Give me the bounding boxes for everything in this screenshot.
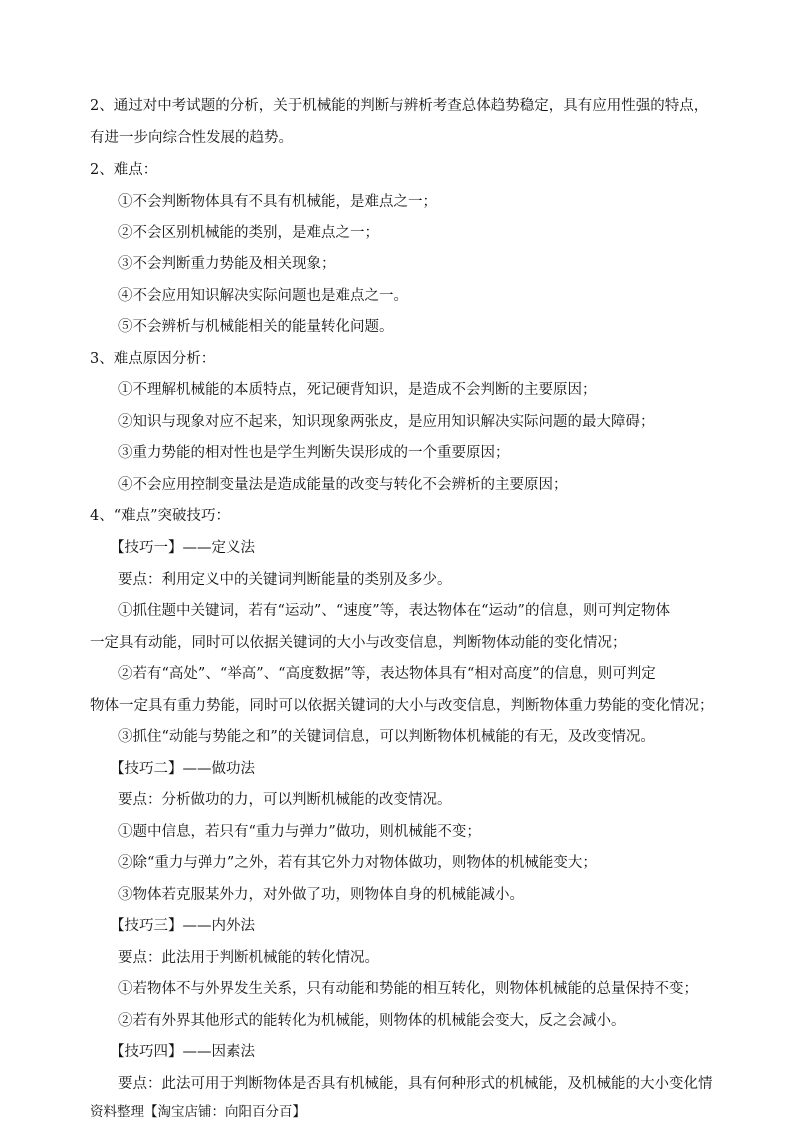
list-item: ⑤不会辨析与机械能相关的能量转化问题。 [118, 319, 394, 335]
list-item: ④不会应用知识解决实际问题也是难点之一。 [118, 288, 408, 304]
text-line: 要点：此法用于判断机械能的转化情况。 [118, 950, 379, 966]
list-item: ②除“重力与弹力”之外，若有其它外力对物体做功，则物体的机械能变大； [118, 855, 597, 871]
list-item: ④不会应用控制变量法是造成能量的改变与转化不会辨析的主要原因； [118, 477, 568, 493]
technique-heading: 【技巧一】——定义法 [110, 540, 255, 556]
text-line: 2、通过对中考试题的分析，关于机械能的判断与辨析考查总体趋势稳定，具有应用性强的特点， [90, 98, 709, 114]
text-line: 要点：分析做功的力，可以判断机械能的改变情况。 [118, 792, 452, 808]
text-line: 要点：利用定义中的关键词判断能量的类别及多少。 [118, 572, 452, 588]
text-line: ②若有“高处”、“举高”、“高度数据”等，表达物体具有“相对高度”的信息，则可判定 [118, 666, 656, 682]
technique-heading: 【技巧二】——做功法 [110, 761, 255, 777]
section-heading: 3、难点原因分析： [90, 351, 216, 367]
list-item: ②若有外界其他形式的能转化为机械能，则物体的机械能会变大，反之会减小。 [118, 1013, 626, 1029]
technique-heading: 【技巧三】——内外法 [110, 918, 255, 934]
text-line: ①抓住题中关键词，若有“运动”、“速度”等，表达物体在“运动”的信息，则可判定物体 [118, 603, 670, 619]
text-line: 要点：此法可用于判断物体是否具有机械能，具有何种形式的机械能，及机械能的大小变化情 [118, 1076, 713, 1092]
technique-heading: 【技巧四】——因素法 [110, 1044, 255, 1060]
list-item: ①题中信息，若只有“重力与弹力”做功，则机械能不变； [118, 824, 481, 840]
list-item: ③物体若克服某外力，对外做了功，则物体自身的机械能减小。 [118, 887, 524, 903]
page-footer: 资料整理【淘宝店铺：向阳百分百】 [90, 1104, 306, 1120]
text-line: 有进一步向综合性发展的趋势。 [90, 130, 293, 146]
list-item: ①若物体不与外界发生关系，只有动能和势能的相互转化，则物体机械能的总量保持不变； [118, 981, 698, 997]
list-item: ①不会判断物体具有不具有机械能，是难点之一； [118, 194, 437, 210]
list-item: ②不会区别机械能的类别，是难点之一； [118, 225, 379, 241]
section-heading: 4、“难点”突破技巧： [90, 508, 231, 524]
section-heading: 2、难点： [90, 162, 158, 178]
list-item: ②知识与现象对应不起来，知识现象两张皮，是应用知识解决实际问题的最大障碍； [118, 414, 655, 430]
list-item: ③不会判断重力势能及相关现象； [118, 256, 336, 272]
text-line: ③抓住“动能与势能之和”的关键词信息，可以判断物体机械能的有无，及改变情况。 [118, 729, 655, 745]
text-line: 一定具有动能，同时可以依据关键词的大小与改变信息，判断物体动能的变化情况； [90, 635, 627, 651]
list-item: ①不理解机械能的本质特点，死记硬背知识，是造成不会判断的主要原因； [118, 382, 597, 398]
text-line: 物体一定具有重力势能，同时可以依据关键词的大小与改变信息，判断物体重力势能的变化情况； [90, 698, 714, 714]
list-item: ③重力势能的相对性也是学生判断失误形成的一个重要原因； [118, 445, 510, 461]
